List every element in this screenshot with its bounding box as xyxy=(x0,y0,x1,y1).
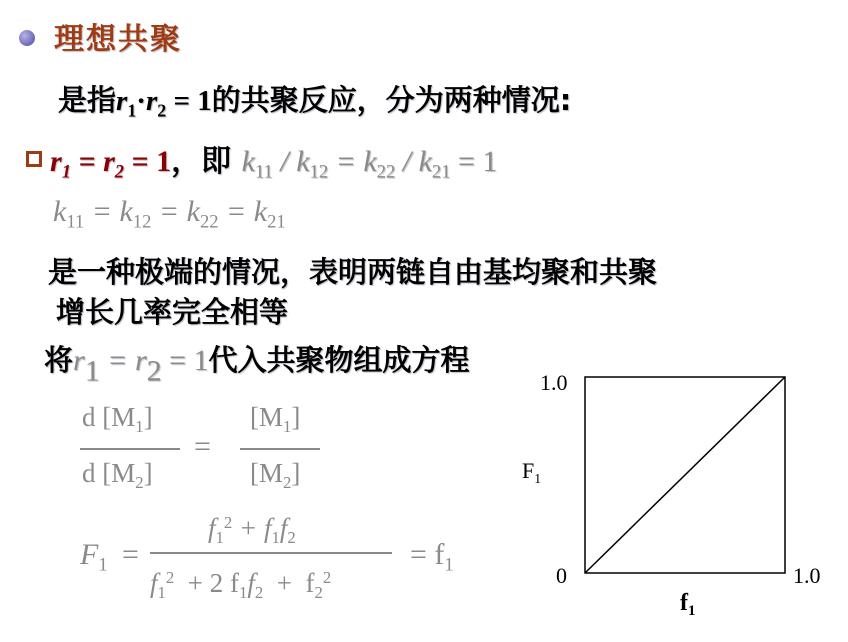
definition-line: 是指$r_1\cdot r_2 = 1$的共聚反应，分为两种情况: xyxy=(58,83,572,121)
plot-x-axis-label: $f_1$ xyxy=(680,590,696,620)
plot-y-axis-label: $F_1$ xyxy=(522,458,542,486)
square-bullet-icon xyxy=(26,151,42,167)
eq2-denominator: $f_1^2 + 2$ $f_1f_2 + f_2^2$ xyxy=(150,568,332,603)
page-title: 理想共聚 xyxy=(54,22,182,57)
substitution-line: 将$r_1 = r_2 = 1$代入共聚物组成方程 xyxy=(44,343,470,388)
plot-origin-label: 0 xyxy=(556,563,567,588)
eq1-equals-sign: = xyxy=(194,430,211,463)
explanation-line-1: 是一种极端的情况，表明两链自由基均聚和共聚 xyxy=(48,255,658,289)
eq2-F1: $F_1$ xyxy=(80,538,108,576)
eq1-right-numerator: $[M_1]$ xyxy=(250,402,301,436)
case-condition-line: $r_1 = r_2 = 1$，即 $k_{11} / k_{12} = k_{22} / k_{21} = 1$ xyxy=(50,144,498,183)
eq1-left-numerator: d $[M_1]$ xyxy=(82,402,153,436)
eq2-fraction-bar xyxy=(150,552,392,554)
eq1-left-fraction-bar xyxy=(80,448,180,450)
plot-svg xyxy=(580,372,792,580)
plot-y-top-tick: 1.0 xyxy=(540,370,568,395)
eq1-right-fraction-bar xyxy=(240,448,320,450)
plot-x-right-tick: 1.0 xyxy=(793,563,821,588)
eq2-numerator: $f_1^2 + f_1f_2$ xyxy=(208,513,296,548)
eq1-right-denominator: $[M_2]$ xyxy=(250,458,301,492)
eq2-result: = $f_1$ xyxy=(410,538,454,576)
rate-constants-equality: $k_{11} = k_{12} = k_{22} = k_{21}$ xyxy=(53,195,286,233)
plot-diagonal-line xyxy=(585,377,785,573)
eq2-equals-sign: = xyxy=(122,538,139,571)
circle-bullet-icon xyxy=(19,30,35,46)
explanation-line-2: 增长几率完全相等 xyxy=(56,295,289,329)
eq1-left-denominator: d $[M_2]$ xyxy=(82,458,153,492)
